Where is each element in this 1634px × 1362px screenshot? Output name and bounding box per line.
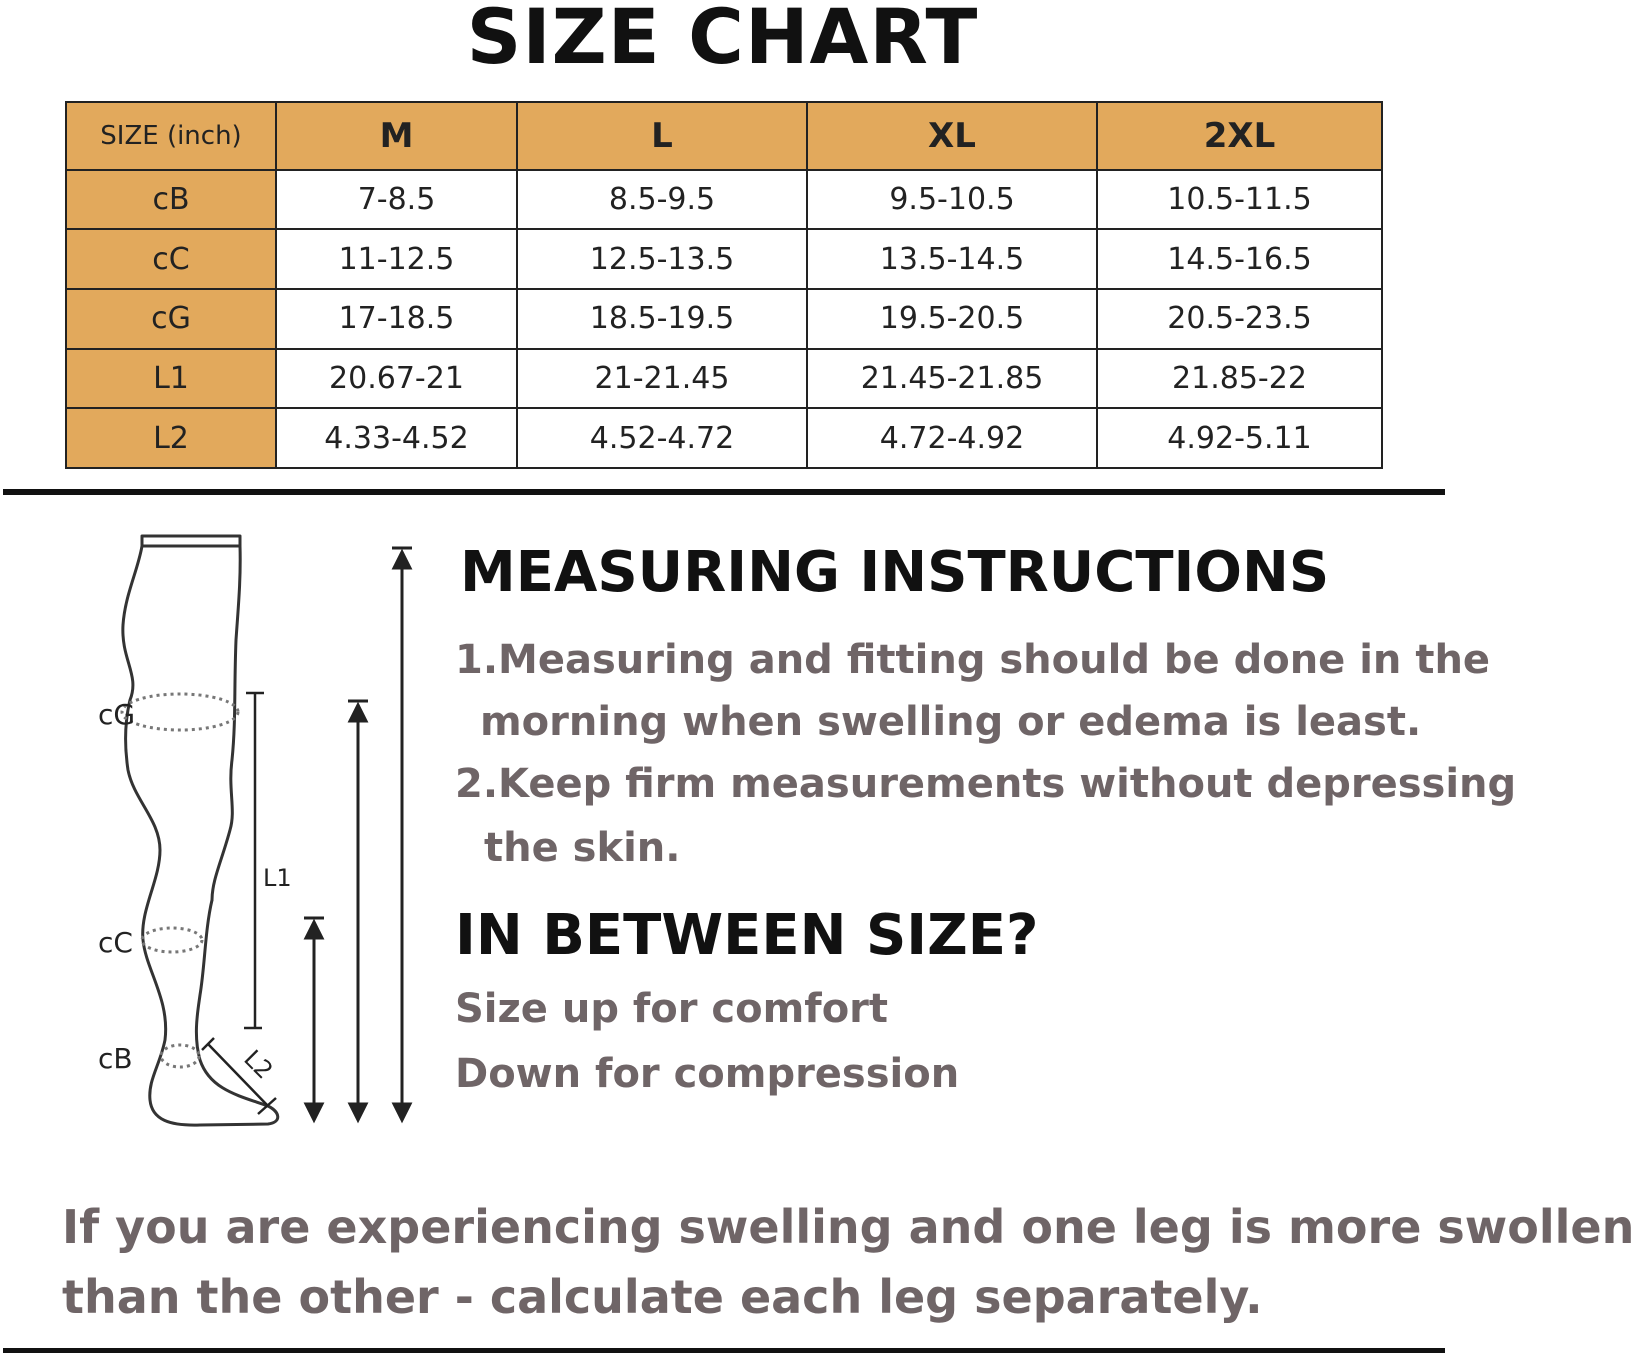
column-header: M — [276, 102, 517, 170]
l2-bracket-end — [258, 1098, 276, 1114]
table-cell: 12.5-13.5 — [517, 229, 807, 289]
table-row — [66, 349, 1382, 409]
label-cg: cG — [98, 698, 136, 731]
size-down-text: Down for compression — [455, 1051, 960, 1097]
table-cell: 7-8.5 — [276, 170, 517, 230]
page-title: SIZE CHART — [466, 0, 979, 81]
cc-measure-ring — [142, 928, 202, 952]
arrow-mid-down-head — [350, 1104, 366, 1120]
instruction-line-4: the skin. — [484, 825, 681, 871]
table-cell: 18.5-19.5 — [517, 289, 807, 349]
table-cell: 8.5-9.5 — [517, 170, 807, 230]
arrow-long-up-head — [394, 552, 410, 568]
table-cell: 10.5-11.5 — [1097, 170, 1382, 230]
label-l1: L1 — [263, 864, 292, 892]
table-cell: 9.5-10.5 — [807, 170, 1097, 230]
table-cell: 13.5-14.5 — [807, 229, 1097, 289]
instruction-line-3: 2.Keep firm measurements without depressing — [455, 761, 1517, 807]
arrow-short-up-head — [306, 922, 322, 938]
leg-back-outline — [212, 546, 240, 900]
size-up-text: Size up for comfort — [455, 986, 889, 1032]
label-cc: cC — [98, 926, 133, 959]
table-cell: 4.33-4.52 — [276, 408, 517, 468]
table-cell: 14.5-16.5 — [1097, 229, 1382, 289]
arrow-mid-up-head — [350, 705, 366, 721]
label-l2: L2 — [238, 1044, 279, 1085]
table-cell: 20.5-23.5 — [1097, 289, 1382, 349]
column-header: XL — [807, 102, 1097, 170]
cb-measure-ring — [161, 1045, 199, 1067]
in-between-heading: IN BETWEEN SIZE? — [455, 903, 1039, 968]
column-header: 2XL — [1097, 102, 1382, 170]
row-label: cB — [66, 170, 276, 230]
row-label: cG — [66, 289, 276, 349]
footer-line-2: than the other - calculate each leg separately. — [62, 1270, 1263, 1324]
row-label: L1 — [66, 349, 276, 409]
column-header: L — [517, 102, 807, 170]
table-cell: 21.45-21.85 — [807, 349, 1097, 409]
instruction-line-2: morning when swelling or edema is least. — [480, 699, 1422, 745]
arrow-long-down-head — [394, 1104, 410, 1120]
table-cell: 4.72-4.92 — [807, 408, 1097, 468]
table-header-row — [66, 102, 1382, 170]
table-cell: 4.52-4.72 — [517, 408, 807, 468]
table-cell: 20.67-21 — [276, 349, 517, 409]
table-cell: 21.85-22 — [1097, 349, 1382, 409]
size-table — [65, 101, 1383, 469]
table-cell: 21-21.45 — [517, 349, 807, 409]
table-row — [66, 408, 1382, 468]
table-row — [66, 170, 1382, 230]
table-row — [66, 289, 1382, 349]
row-label: L2 — [66, 408, 276, 468]
cg-measure-ring — [122, 694, 238, 730]
table-cell: 11-12.5 — [276, 229, 517, 289]
measuring-heading: MEASURING INSTRUCTIONS — [460, 540, 1330, 605]
label-cb: cB — [98, 1042, 133, 1075]
table-row — [66, 229, 1382, 289]
instruction-line-1: 1.Measuring and fitting should be done in the — [455, 637, 1491, 683]
row-label: cC — [66, 229, 276, 289]
table-cell: 4.92-5.11 — [1097, 408, 1382, 468]
table-cell: 19.5-20.5 — [807, 289, 1097, 349]
arrow-short-down-head — [306, 1104, 322, 1120]
leg-diagram — [0, 500, 440, 1150]
table-corner-header: SIZE (inch) — [66, 102, 276, 170]
divider-top — [3, 489, 1445, 495]
waistband-outline — [142, 536, 240, 546]
divider-bottom — [3, 1348, 1445, 1353]
table-cell: 17-18.5 — [276, 289, 517, 349]
footer-line-1: If you are experiencing swelling and one leg is more swollen — [62, 1200, 1634, 1254]
